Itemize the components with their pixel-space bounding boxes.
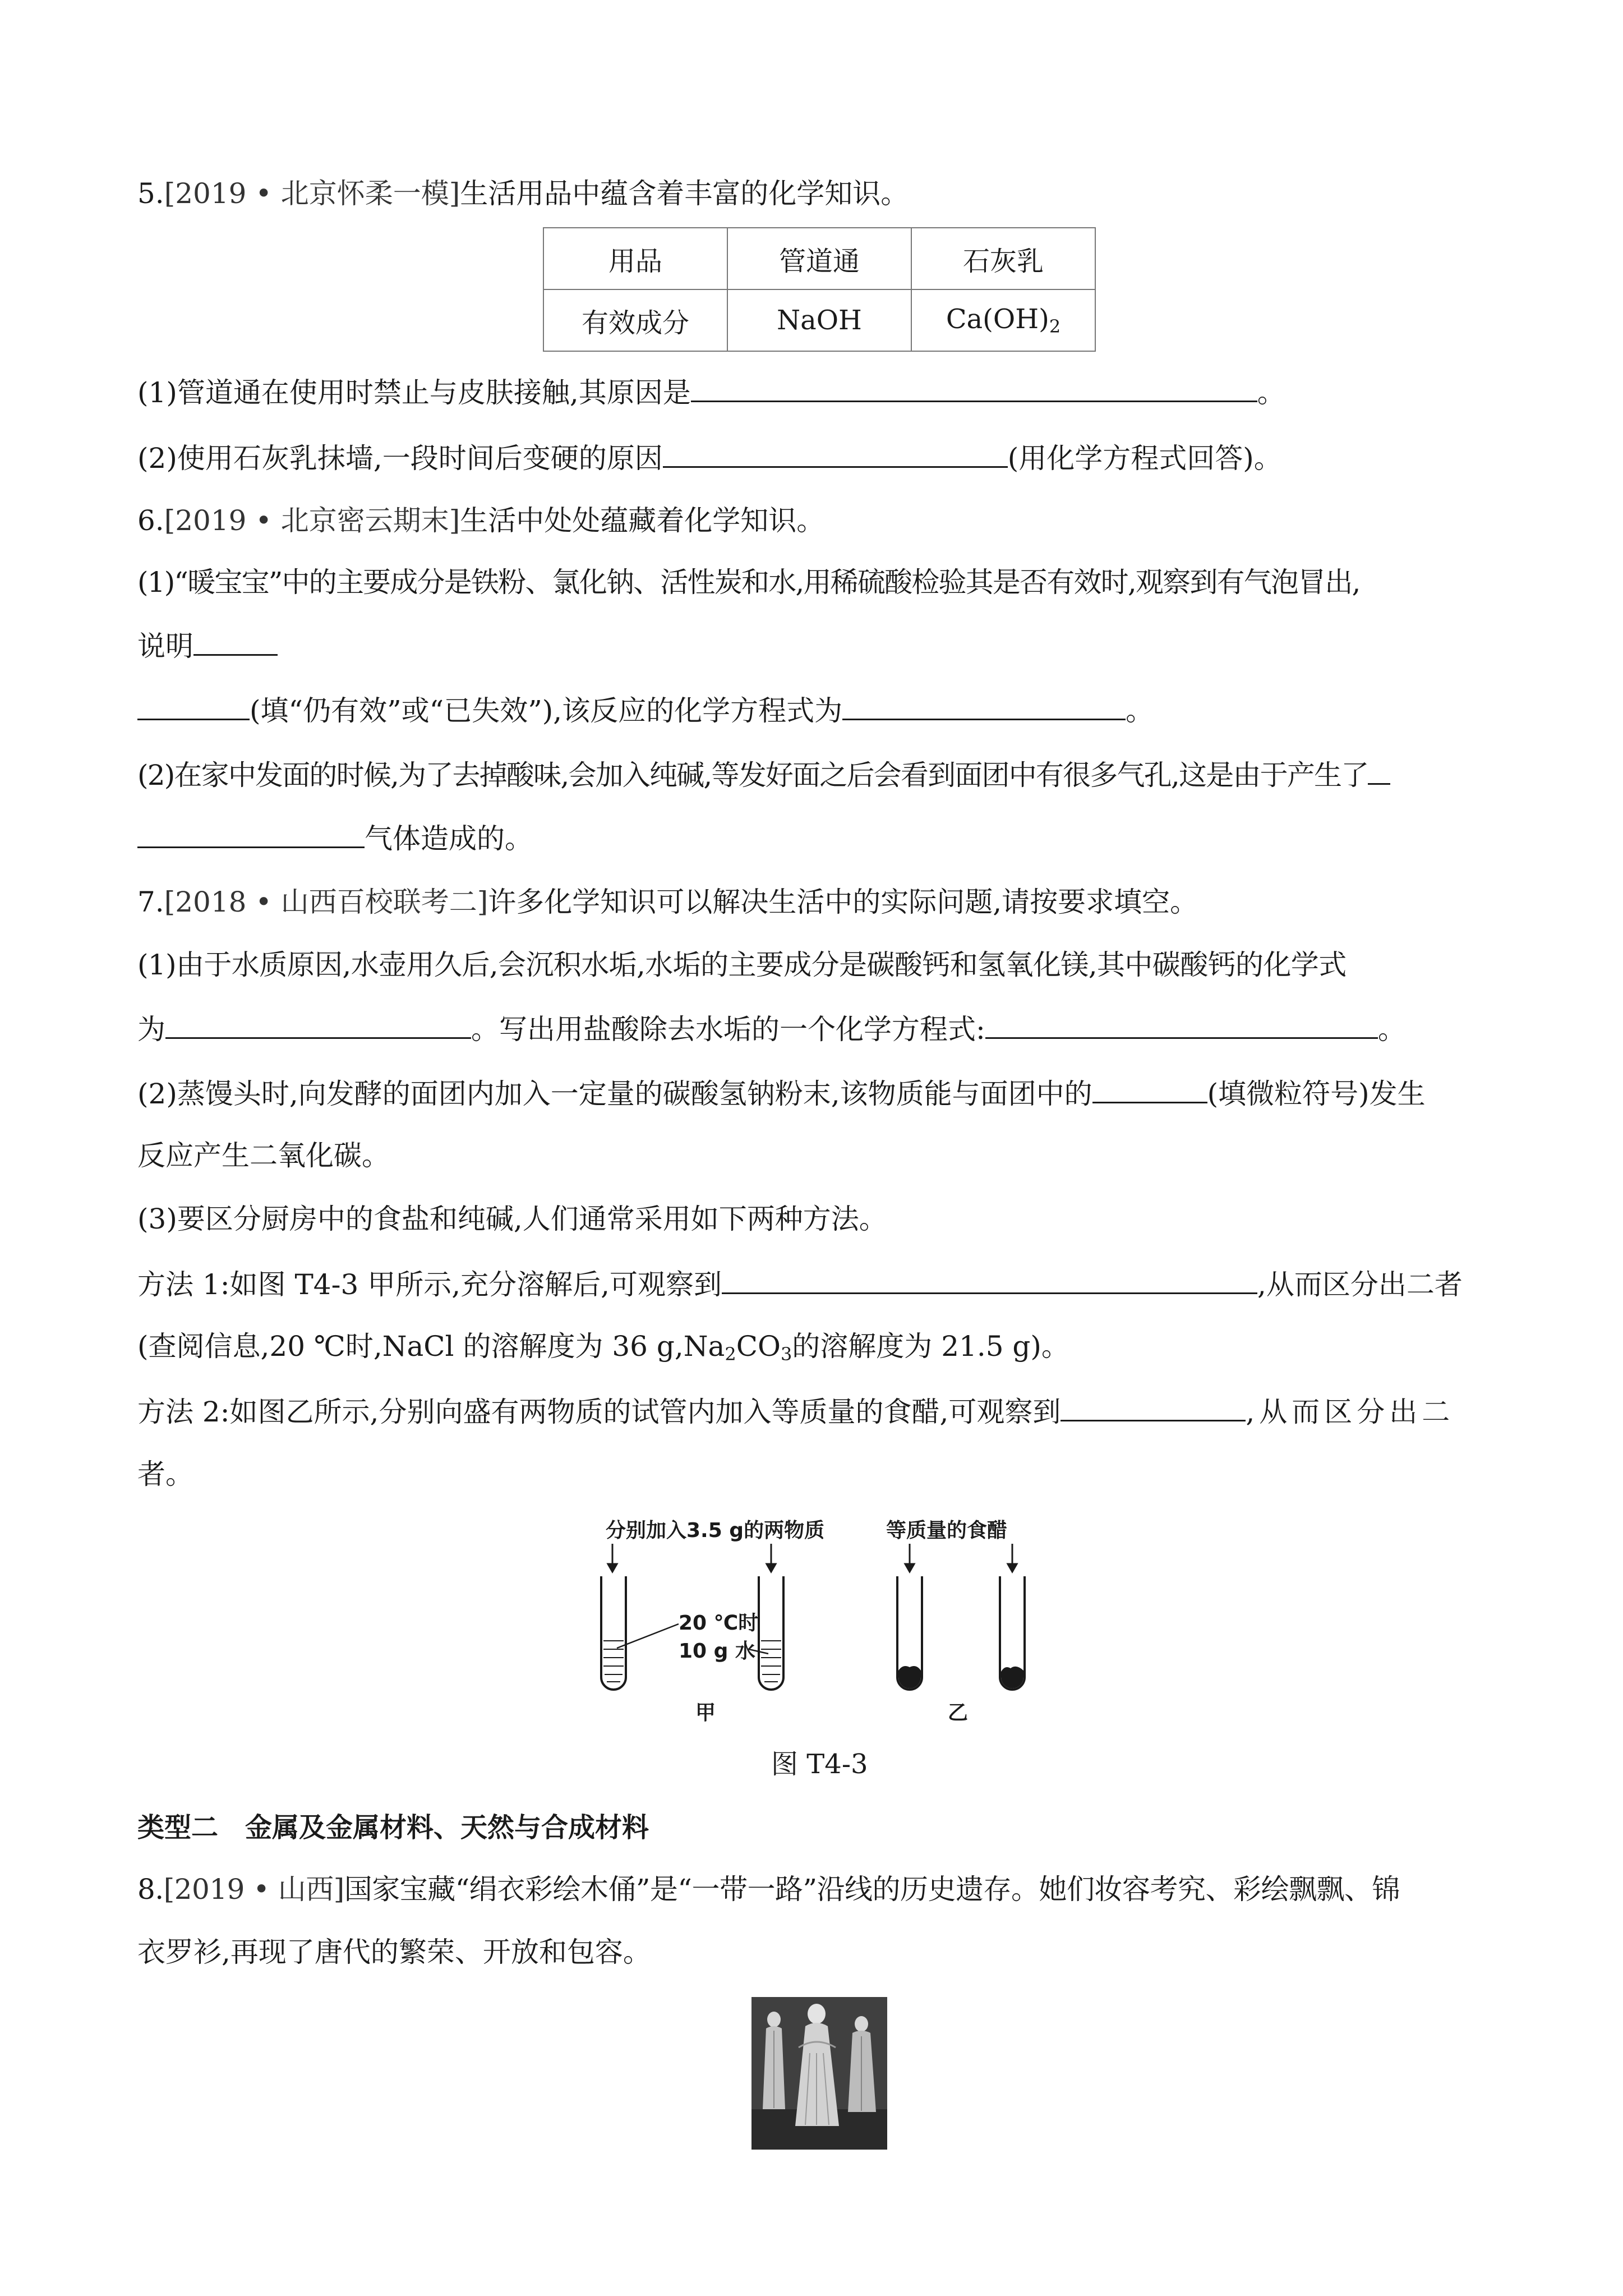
q6-part1-line3 bbox=[137, 693, 1154, 728]
q6-source: [2019 • 北京密云期末] bbox=[164, 504, 460, 537]
q6-part1-end: 。 bbox=[1126, 694, 1154, 727]
q7-part1-line2 bbox=[137, 1011, 1406, 1046]
formula-subscript: 3 bbox=[780, 1343, 792, 1365]
q6-part2-end: 气体造成的。 bbox=[365, 822, 533, 855]
figure-label-water: 10 g 水 bbox=[679, 1640, 755, 1663]
q5-number: 5. bbox=[137, 177, 164, 210]
arrow-icon bbox=[905, 1544, 914, 1572]
answer-blank[interactable] bbox=[842, 693, 1126, 720]
q6-part1-text3: (填“仍有效”或“已失效”),该反应的化学方程式为 bbox=[250, 694, 843, 727]
answer-blank[interactable] bbox=[1061, 1394, 1246, 1421]
formula-subscript: 2 bbox=[725, 1343, 736, 1365]
q7-part3-text: (3)要区分厨房中的食盐和纯碱,人们通常采用如下两种方法。 bbox=[137, 1203, 887, 1235]
answer-blank[interactable] bbox=[137, 821, 365, 848]
q6-part2-line2 bbox=[137, 821, 533, 855]
q8-stem-line1 bbox=[137, 1872, 1400, 1906]
q5-stem-text: 生活用品中蕴含着丰富的化学知识。 bbox=[460, 177, 909, 210]
test-tube-icon bbox=[759, 1576, 783, 1690]
answer-blank[interactable] bbox=[985, 1011, 1378, 1039]
table-cell bbox=[911, 289, 1095, 351]
figure-label-yi: 乙 bbox=[948, 1701, 969, 1724]
figure-label-vinegar: 等质量的食醋 bbox=[886, 1519, 1008, 1542]
water-fill-icon bbox=[761, 1641, 781, 1682]
q6-stem bbox=[137, 504, 824, 537]
q7-part1-end: 。 bbox=[1377, 1013, 1406, 1046]
q7-method1-line1 bbox=[137, 1267, 1463, 1301]
q7-part1-text2: 为 bbox=[137, 1013, 165, 1046]
q6-part1-line2 bbox=[137, 628, 278, 663]
figure-label-jia: 甲 bbox=[695, 1701, 716, 1724]
q7-method1-text2: ,从而区分出二者 bbox=[1257, 1268, 1463, 1301]
q6-part2-line1 bbox=[137, 757, 1390, 792]
q7-method1-info-end: 的溶解度为 21.5 g)。 bbox=[792, 1330, 1069, 1363]
q7-part1-text3: 。写出用盐酸除去水垢的一个化学方程式: bbox=[471, 1013, 985, 1046]
table-row bbox=[543, 289, 1095, 351]
solid-sample-icon bbox=[1001, 1667, 1023, 1688]
q7-part2-line1 bbox=[137, 1076, 1426, 1111]
formula-subscript: 2 bbox=[1049, 316, 1061, 337]
answer-blank[interactable] bbox=[1092, 1076, 1207, 1103]
arrow-icon bbox=[767, 1544, 776, 1572]
table-cell: 管道通 bbox=[727, 228, 911, 289]
figurines-image bbox=[751, 1997, 887, 2150]
formula-main: Ca(OH) bbox=[946, 303, 1049, 335]
figure-drawing bbox=[594, 1509, 1088, 1745]
answer-blank[interactable] bbox=[165, 1011, 471, 1039]
q5-stem bbox=[137, 177, 909, 210]
q7-source: [2018 • 山西百校联考二] bbox=[164, 886, 488, 918]
q6-part1-text2: 说明 bbox=[137, 630, 193, 662]
answer-blank[interactable] bbox=[1368, 757, 1390, 785]
q7-stem bbox=[137, 885, 1198, 919]
q7-method2-line1 bbox=[137, 1394, 1454, 1429]
table-cell: NaOH bbox=[727, 289, 911, 351]
q7-part1-line1 bbox=[137, 948, 1347, 982]
table-cell: 有效成分 bbox=[543, 289, 727, 351]
figure-label-temp: 20 ℃时 bbox=[679, 1612, 759, 1635]
q7-method2-text: 方法 2:如图乙所示,分别向盛有两物质的试管内加入等质量的食醋,可观察到 bbox=[137, 1396, 1061, 1428]
q5-part1 bbox=[137, 375, 1285, 409]
answer-blank[interactable] bbox=[193, 628, 278, 656]
q7-number: 7. bbox=[137, 886, 164, 918]
figurines-photo bbox=[751, 1997, 887, 2150]
q6-part1-line1 bbox=[137, 565, 1360, 599]
q7-part2-text: (2)蒸馒头时,向发酵的面团内加入一定量的碳酸氢钠粉末,该物质能与面团中的 bbox=[137, 1078, 1092, 1110]
section-title: 类型二 金属及金属材料、天然与合成材料 bbox=[137, 1812, 649, 1843]
q5-part1-end: 。 bbox=[1257, 376, 1285, 409]
q5-part1-text: (1)管道通在使用时禁止与皮肤接触,其原因是 bbox=[137, 376, 691, 409]
answer-blank[interactable] bbox=[663, 440, 1008, 468]
test-tube-icon bbox=[601, 1576, 626, 1690]
q5-part2-end: (用化学方程式回答)。 bbox=[1007, 442, 1282, 475]
arrow-icon bbox=[1008, 1544, 1017, 1572]
q8-stem-text: 国家宝藏“绢衣彩绘木俑”是“一带一路”沿线的历史遗存。她们妆容考究、彩绘飘飘、锦 bbox=[344, 1873, 1400, 1906]
q7-part2-line2 bbox=[137, 1139, 390, 1172]
q7-part1-text: (1)由于水质原因,水壶用久后,会沉积水垢,水垢的主要成分是碳酸钙和氢氧化镁,其中碳酸钙的化学式 bbox=[137, 949, 1347, 981]
q7-method1-text: 方法 1:如图 T4-3 甲所示,充分溶解后,可观察到 bbox=[137, 1268, 722, 1301]
answer-blank[interactable] bbox=[691, 375, 1257, 402]
solid-sample-icon bbox=[898, 1666, 921, 1688]
q7-method2-text2: ,从而区分出二 bbox=[1246, 1396, 1455, 1428]
formula-main: CO bbox=[736, 1330, 781, 1363]
q5-source: [2019 • 北京怀柔一模] bbox=[164, 177, 460, 210]
q7-method2-line2 bbox=[137, 1457, 193, 1491]
q5-table bbox=[543, 227, 1096, 352]
q5-part2 bbox=[137, 440, 1282, 475]
q7-part2-text3: 反应产生二氧化碳。 bbox=[137, 1139, 390, 1172]
q8-stem-line2 bbox=[137, 1935, 651, 1969]
q5-part2-text: (2)使用石灰乳抹墙,一段时间后变硬的原因 bbox=[137, 442, 663, 475]
table-cell: 用品 bbox=[543, 228, 727, 289]
q8-number: 8. bbox=[137, 1873, 164, 1906]
q7-part2-text2: (填微粒符号)发生 bbox=[1207, 1078, 1426, 1110]
table-row bbox=[543, 228, 1095, 289]
q6-number: 6. bbox=[137, 504, 164, 537]
q6-stem-text: 生活中处处蕴藏着化学知识。 bbox=[460, 504, 825, 537]
answer-blank[interactable] bbox=[722, 1267, 1257, 1294]
q7-part3 bbox=[137, 1202, 887, 1236]
q6-part1-text: (1)“暖宝宝”中的主要成分是铁粉、氯化钠、活性炭和水,用稀硫酸检验其是否有效时,观察到有气泡冒出, bbox=[137, 566, 1360, 599]
q7-stem-text: 许多化学知识可以解决生活中的实际问题,请按要求填空。 bbox=[488, 886, 1198, 918]
figure-t4-3 bbox=[594, 1509, 1088, 1745]
q6-part2-text: (2)在家中发面的时候,为了去掉酸味,会加入纯碱,等发好面之后会看到面团中有很多气孔,这是由于产生了 bbox=[137, 759, 1368, 792]
figure-caption: 图 T4-3 bbox=[771, 1749, 868, 1780]
q7-method1-line2 bbox=[137, 1329, 1069, 1371]
q7-method1-info: (查阅信息,20 ℃时,NaCl 的溶解度为 36 g,Na bbox=[137, 1330, 725, 1363]
q8-source: [2019 • 山西] bbox=[163, 1873, 344, 1906]
arrow-icon bbox=[608, 1544, 617, 1572]
q8-stem-text2: 衣罗衫,再现了唐代的繁荣、开放和包容。 bbox=[137, 1936, 651, 1968]
table-cell: 石灰乳 bbox=[911, 228, 1095, 289]
q7-method2-text3: 者。 bbox=[137, 1458, 193, 1490]
answer-blank[interactable] bbox=[137, 693, 250, 720]
figure-label-substance: 分别加入3.5 g的两物质 bbox=[606, 1519, 825, 1542]
